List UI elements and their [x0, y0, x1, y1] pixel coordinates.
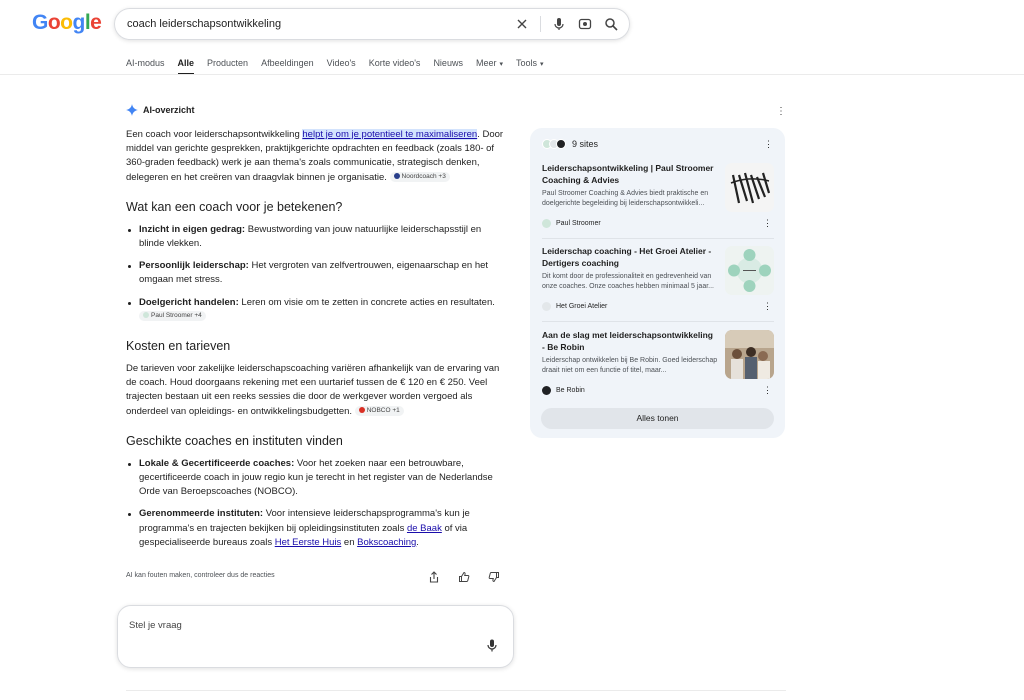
costs-text: De tarieven voor zakelijke leiderschapscoaching variëren afhankelijk van de ervaring van de coach. Houd doorgaans rekening met een uurtarief tussen de € 120 en € 250. Veel trajecten bestaan uit een reeks sessies die door de werkgever worden vergoed als onderdeel van opleidings- en ontwikkelingsbudgetten.	[126, 363, 500, 417]
logo-letter: e	[90, 11, 102, 34]
ai-disclaimer: AI kan fouten maken, controleer dus de reacties	[126, 572, 275, 579]
caret-down-icon: ▾	[540, 61, 544, 68]
source-favicon-icon	[359, 407, 365, 413]
tab-label: Meer	[475, 58, 497, 68]
show-all-button[interactable]: Alles tonen	[541, 408, 774, 429]
logo-letter: o	[60, 11, 73, 34]
tab-meer[interactable]	[476, 58, 503, 74]
section-heading: Kosten en tarieven	[126, 339, 231, 354]
card-divider	[542, 321, 774, 322]
source-card[interactable]	[542, 163, 774, 229]
more-options-icon[interactable]: ⋮	[763, 301, 772, 311]
tab-label: Video's	[326, 58, 356, 68]
ask-input-placeholder[interactable]: Stel je vraag	[129, 620, 182, 631]
tab-label: Nieuws	[433, 58, 463, 68]
search-icon[interactable]	[603, 16, 619, 32]
item-bold: Doelgericht handelen:	[139, 296, 239, 308]
site-favicon-icon	[542, 386, 551, 395]
tab-label: Tools	[515, 58, 537, 68]
item-text: .	[416, 536, 419, 548]
tab-label: Alle	[177, 58, 195, 68]
item-text: en	[341, 536, 358, 548]
tab-videos[interactable]	[327, 58, 356, 74]
tab-label: Producten	[207, 58, 249, 68]
source-thumbnail[interactable]	[725, 163, 774, 212]
share-icon[interactable]	[428, 570, 440, 582]
item-text: Bewustwording van jouw natuurlijke leiderschapsstijl en blinde vlekken.	[139, 223, 482, 250]
item-bold: Lokale & Gecertificeerde coaches:	[139, 457, 295, 469]
sparkle-icon	[126, 104, 138, 116]
more-options-icon[interactable]: ⋮	[764, 139, 773, 149]
tab-nieuws[interactable]	[433, 58, 463, 74]
microphone-icon[interactable]	[487, 639, 497, 657]
intro-text: . Door middel van gerichte gesprekken, praktijkgerichte opdrachten en feedback (zoals 180- of 360-graden feedback) werk je aan thema's zoals communicatie, strategisch denken, delegeren en het creëren van draagvlak binnen je organisatie.	[126, 129, 504, 183]
microphone-icon[interactable]	[551, 16, 567, 32]
item-bold: Persoonlijk leiderschap:	[139, 260, 249, 272]
caret-down-icon: ▾	[499, 61, 503, 68]
item-text: Het vergroten van zelfvertrouwen, eigenaarschap en het omgaan met stress.	[139, 260, 489, 286]
search-input[interactable]: coach leiderschapsontwikkeling	[127, 18, 282, 30]
tab-ai-modus[interactable]	[126, 58, 165, 74]
section-heading: Geschikte coaches en instituten vinden	[126, 433, 343, 448]
tab-producten[interactable]	[207, 58, 248, 74]
intro-paragraph	[126, 128, 506, 185]
tab-tools[interactable]	[516, 58, 544, 74]
item-text: Voor intensieve leiderschapsprogramma's kun je programma's en trajecten bekijken bij opleidingsinstituten zoals	[139, 508, 470, 534]
tab-korte-videos[interactable]	[369, 58, 421, 74]
sites-count: 9 sites	[572, 139, 599, 149]
link-de-baak[interactable]: de Baak	[406, 522, 442, 534]
list-item	[126, 259, 506, 287]
list-item	[126, 507, 506, 550]
list-item	[126, 296, 506, 324]
thumbs-down-icon[interactable]	[488, 570, 500, 582]
header-divider	[0, 74, 1024, 75]
source-site	[542, 386, 585, 395]
item-text: of via gespecialiseerde bureaus zoals	[139, 522, 468, 548]
source-thumbnail[interactable]	[725, 330, 774, 379]
source-title[interactable]: Leiderschapsontwikkeling | Paul Stroomer Coaching & Advies	[542, 163, 714, 185]
source-chip[interactable]	[355, 406, 404, 416]
intro-text: Een coach voor leiderschapsontwikkeling	[126, 129, 303, 140]
tab-label: AI-modus	[126, 58, 165, 68]
search-tabs	[126, 58, 557, 74]
highlight-link[interactable]: helpt je om je potentieel te maximaliseren	[302, 129, 478, 140]
source-thumbnail[interactable]	[725, 246, 774, 295]
item-text: Leren om visie om te zetten in concrete acties en resultaten.	[238, 296, 495, 308]
list-item	[126, 223, 506, 251]
feedback-icons	[428, 570, 518, 582]
more-options-icon[interactable]: ⋮	[763, 385, 772, 395]
site-name: Be Robin	[556, 387, 585, 394]
item-bold: Gerenommeerde instituten:	[139, 508, 264, 520]
item-bold: Inzicht in eigen gedrag:	[139, 223, 246, 235]
source-site	[542, 219, 601, 228]
source-favicon-icon	[143, 312, 149, 318]
ask-question-box[interactable]	[117, 605, 514, 668]
tab-label: Afbeeldingen	[261, 58, 314, 68]
logo-letter: l	[84, 11, 91, 34]
site-name: Paul Stroomer	[556, 220, 601, 227]
ai-overview-title: AI-overzicht	[143, 105, 195, 115]
ai-overview-header	[126, 104, 195, 116]
tab-alle[interactable]	[178, 58, 195, 74]
source-description: Dit komt door de professionaliteit en gedrevenheid van onze coaches. Onze coaches hebben minimaal 5 jaar...	[542, 273, 714, 290]
coaches-list	[126, 457, 506, 550]
section-heading: Wat kan een coach voor je betekenen?	[126, 199, 343, 214]
google-logo[interactable]	[32, 11, 101, 35]
more-options-icon[interactable]: ⋮	[763, 218, 772, 228]
chip-label: Paul Stroomer +4	[151, 312, 202, 320]
source-site	[542, 302, 607, 311]
costs-paragraph	[126, 362, 506, 419]
source-description: Paul Stroomer Coaching & Advies biedt praktische en doelgerichte begeleiding bij leiderschapsontwikkeli...	[542, 190, 709, 207]
benefits-list	[126, 223, 506, 324]
source-title[interactable]: Leiderschap coaching - Het Groei Atelier - Dertigers coaching	[542, 246, 712, 268]
source-favicon-icon	[394, 173, 400, 179]
link-het-eerste-huis[interactable]: Het Eerste Huis	[274, 536, 342, 548]
list-item	[126, 457, 506, 500]
source-chip[interactable]	[139, 311, 206, 321]
site-favicon-icon	[542, 302, 551, 311]
source-description: Leiderschap ontwikkelen bij Be Robin. Goed leiderschap draait niet om een functie of titel, maar...	[542, 357, 718, 374]
sources-header[interactable]	[542, 139, 598, 149]
clear-icon[interactable]	[514, 16, 530, 32]
more-options-icon[interactable]: ⋮	[776, 106, 786, 117]
divider	[540, 16, 541, 32]
logo-letter: o	[47, 11, 61, 34]
thumbs-up-icon[interactable]	[458, 570, 470, 582]
source-chip[interactable]	[390, 172, 450, 182]
chip-label: Noordcoach +3	[401, 173, 446, 181]
site-name: Het Groei Atelier	[556, 303, 608, 310]
site-favicon-icon	[542, 219, 551, 228]
tab-label: Korte video's	[368, 58, 421, 68]
tab-afbeeldingen[interactable]	[261, 58, 314, 74]
item-text: Voor het zoeken naar een betrouwbare, gecertificeerde coach in jouw regio kun je terecht in het register van de Nederlandse Orde van Beroepscoaches (NOBCO).	[139, 457, 493, 498]
favicon-icon	[556, 139, 566, 149]
logo-letter: G	[32, 11, 48, 34]
chip-label: NOBCO +1	[366, 407, 400, 415]
bottom-divider	[126, 690, 786, 691]
search-box[interactable]	[114, 8, 630, 40]
logo-letter: g	[72, 11, 85, 34]
card-divider	[542, 238, 774, 239]
source-title[interactable]: Aan de slag met leiderschapsontwikkeling - Be Robin	[542, 330, 713, 352]
link-bokscoaching[interactable]: Bokscoaching	[357, 536, 417, 548]
source-card[interactable]	[542, 246, 774, 312]
sources-panel	[530, 128, 785, 438]
lens-icon[interactable]	[577, 16, 593, 32]
ai-overview-body	[126, 128, 506, 558]
source-card[interactable]	[542, 330, 774, 398]
